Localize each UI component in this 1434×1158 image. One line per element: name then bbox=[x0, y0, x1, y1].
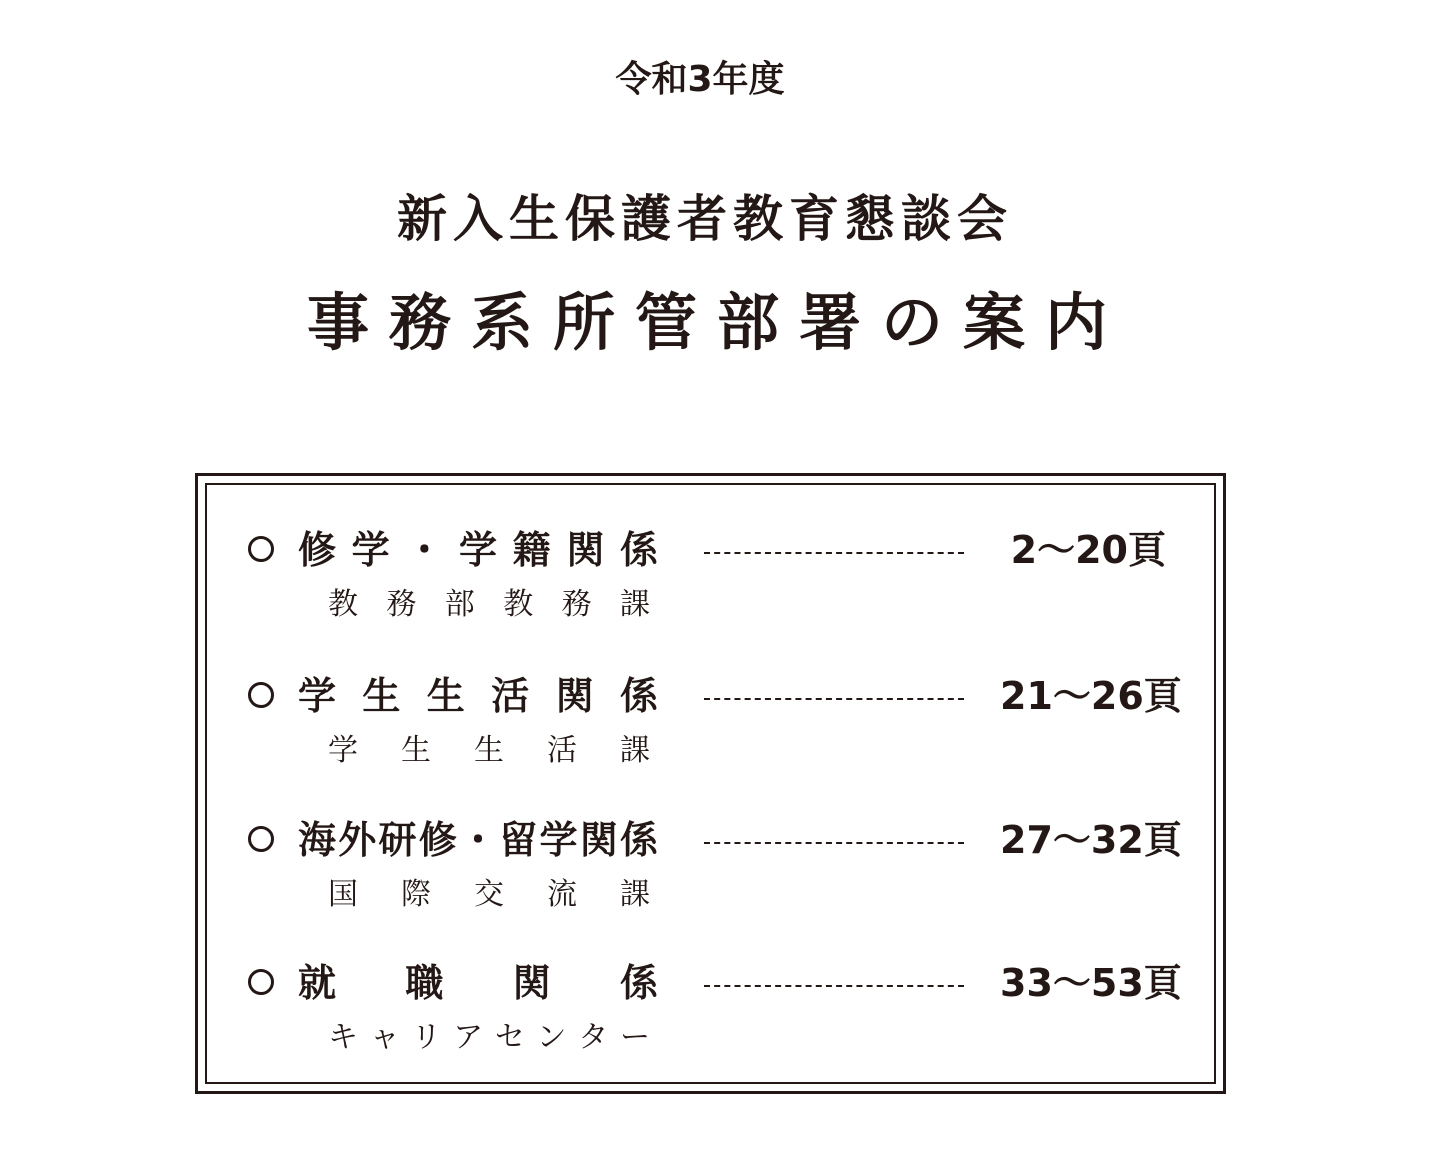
entry-subject: 海外研修・留学関係 bbox=[298, 818, 658, 862]
entry-subject: 修 学 ・ 学 籍 関 係 bbox=[298, 528, 658, 572]
list-item bbox=[0, 820, 1434, 930]
circle-bullet-icon bbox=[248, 682, 274, 708]
fiscal-year: 令和3年度 bbox=[615, 59, 785, 100]
document-title: 新入生保護者教育懇談会 bbox=[397, 190, 1013, 248]
dotted-leader bbox=[704, 842, 964, 844]
dotted-leader bbox=[704, 985, 964, 987]
circle-bullet-icon bbox=[248, 536, 274, 562]
entry-pages: 2～20頁 bbox=[1010, 528, 1166, 572]
entry-pages: 33～53頁 bbox=[1000, 961, 1182, 1005]
list-item bbox=[0, 676, 1434, 786]
document-subtitle: 事務系所管部署の案内 bbox=[306, 286, 1127, 359]
list-item bbox=[0, 530, 1434, 640]
entry-pages: 27～32頁 bbox=[1000, 818, 1182, 862]
entry-subject: 学 生 生 活 関 係 bbox=[298, 674, 658, 718]
entry-subject: 就 職 関 係 bbox=[298, 961, 658, 1005]
entry-department: キ ャ リ ア セ ン タ ー bbox=[328, 1020, 650, 1055]
entry-pages: 21～26頁 bbox=[1000, 674, 1182, 718]
entry-department: 教 務 部 教 務 課 bbox=[328, 587, 650, 622]
circle-bullet-icon bbox=[248, 969, 274, 995]
list-item bbox=[0, 963, 1434, 1073]
circle-bullet-icon bbox=[248, 826, 274, 852]
dotted-leader bbox=[704, 698, 964, 700]
dotted-leader bbox=[704, 552, 964, 554]
entry-department: 国 際 交 流 課 bbox=[328, 877, 650, 912]
entry-department: 学 生 生 活 課 bbox=[328, 733, 650, 768]
